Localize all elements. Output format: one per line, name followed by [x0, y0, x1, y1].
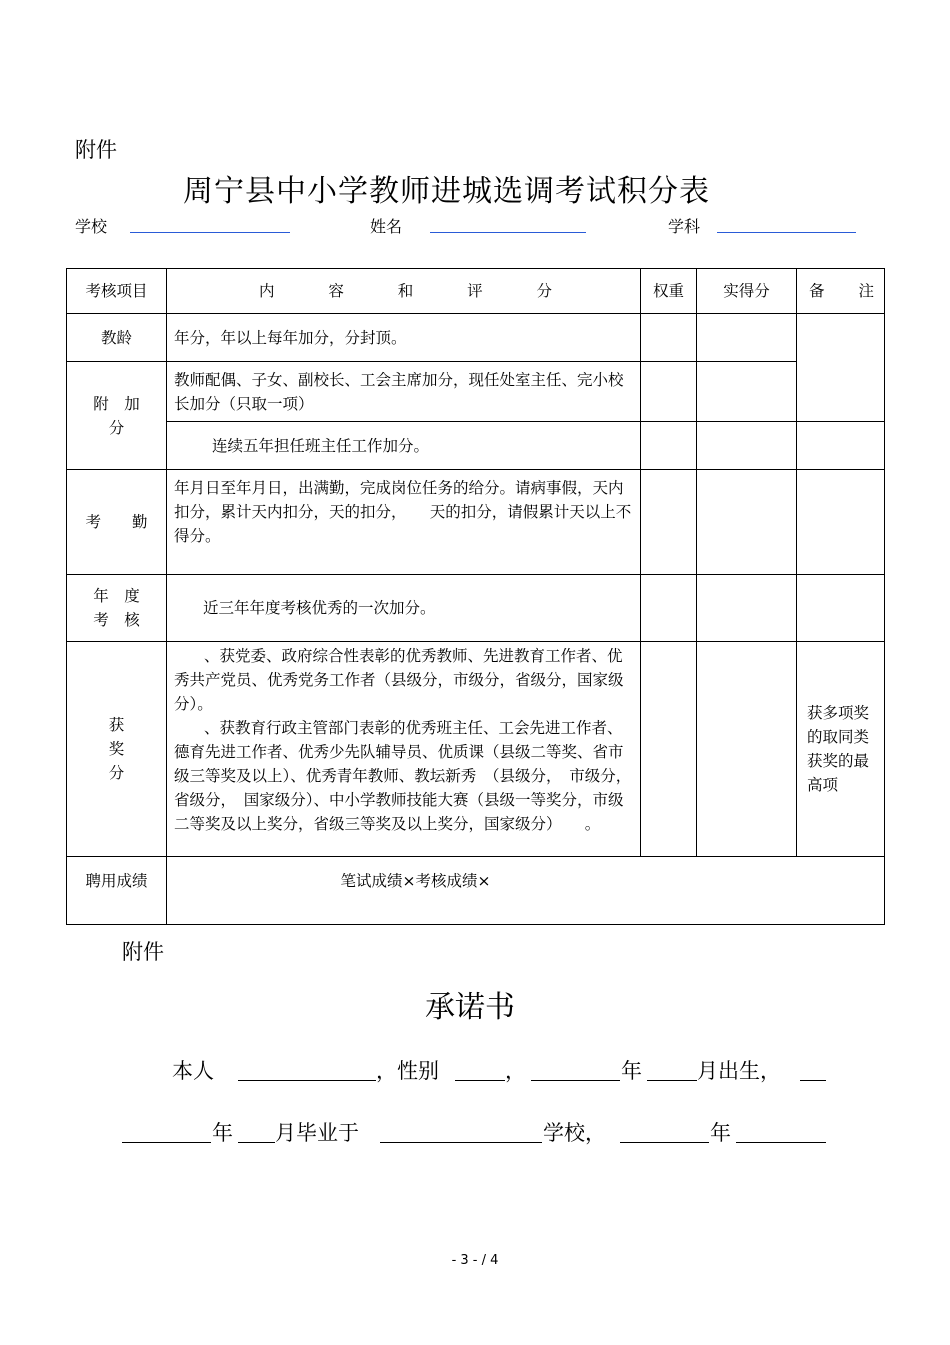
attendance-remark-cell[interactable]: [797, 470, 885, 575]
bonus-label-bottom: 分: [108, 418, 125, 437]
pledge-text: 月出生，: [697, 1059, 781, 1083]
pledge-text: ，性别: [376, 1059, 439, 1083]
pledge-text: 年: [710, 1121, 731, 1145]
attachment-label-2: 附件: [122, 940, 164, 964]
header-content-char: 内: [259, 282, 275, 300]
bonus-weight-cell-2[interactable]: [641, 422, 697, 470]
header-content-char: 容: [328, 282, 344, 300]
subject-underline[interactable]: [717, 232, 856, 233]
pledge-text: 本人: [172, 1059, 214, 1083]
attendance-score-cell[interactable]: [697, 470, 797, 575]
seniority-label: 教龄: [67, 314, 167, 362]
award-label-char: 奖: [108, 740, 125, 758]
header-content-char: 和: [397, 282, 414, 300]
award-label-char: 分: [108, 764, 125, 782]
page-title: 周宁县中小学教师进城选调考试积分表: [183, 174, 710, 209]
header-content-char: 分: [536, 282, 552, 300]
award-content: [167, 642, 641, 857]
annual-label-top: 年 度: [93, 587, 140, 605]
score-table: [66, 268, 885, 925]
bonus-content-2: 连续五年担任班主任工作加分。: [167, 422, 641, 470]
header-remark-char: 注: [858, 282, 874, 300]
hire-label: 聘用成绩: [67, 857, 167, 925]
annual-remark-cell[interactable]: [797, 575, 885, 642]
header-content: [167, 269, 641, 314]
table-row-hire: [67, 857, 885, 925]
pledge-year-blank[interactable]: [620, 1142, 709, 1143]
attendance-content: 年月日至年月日，出满勤，完成岗位任务的给分。请病事假，天内扣分，累计天内扣分，天的扣分， 天的扣分，请假累计天以上不得分。: [167, 470, 641, 575]
school-underline[interactable]: [130, 232, 290, 233]
pledge-text: 学校，: [543, 1121, 606, 1145]
bonus-label: [67, 362, 167, 470]
table-row-bonus-2: [67, 422, 885, 470]
bonus-score-cell-2[interactable]: [697, 422, 797, 470]
bonus-weight-cell-1[interactable]: [641, 362, 697, 422]
bonus-label-top: 附 加: [93, 394, 140, 413]
table-row-bonus-1: [67, 362, 885, 422]
hire-content: 笔试成绩×考核成绩×: [167, 857, 885, 925]
pledge-name-blank[interactable]: [238, 1080, 376, 1081]
school-label: 学校: [75, 217, 108, 236]
bonus-content-1: 教师配偶、子女、副校长、工会主席加分，现任处室主任、完小校长加分（只取一项）: [167, 362, 641, 422]
name-label: 姓名: [370, 217, 403, 236]
table-row-attendance: [67, 470, 885, 575]
pledge-birth-month-blank[interactable]: [647, 1080, 697, 1081]
attendance-weight-cell[interactable]: [641, 470, 697, 575]
pledge-text: 年: [212, 1121, 233, 1145]
pledge-grad-month-blank[interactable]: [238, 1142, 275, 1143]
header-weight: 权重: [641, 269, 697, 314]
pledge-school-blank[interactable]: [380, 1142, 542, 1143]
pledge-blank[interactable]: [736, 1142, 826, 1143]
pledge-text: ，: [505, 1059, 526, 1083]
attachment-label: 附件: [75, 138, 117, 162]
attendance-label: 考 勤: [67, 470, 167, 575]
annual-content: 近三年年度考核优秀的一次加分。: [167, 575, 641, 642]
header-remark: [797, 269, 885, 314]
pledge-blank[interactable]: [800, 1080, 826, 1081]
pledge-gender-blank[interactable]: [455, 1080, 505, 1081]
annual-label: [67, 575, 167, 642]
award-score-cell[interactable]: [697, 642, 797, 857]
page-number: - 3 - / 4: [451, 1253, 499, 1268]
remark-cell-top[interactable]: [797, 314, 885, 422]
seniority-content: 年分，年以上每年加分，分封顶。: [167, 314, 641, 362]
subject-label: 学科: [668, 217, 701, 236]
header-item: 考核项目: [67, 269, 167, 314]
seniority-score-cell[interactable]: [697, 314, 797, 362]
pledge-text: 月毕业于: [275, 1121, 359, 1145]
header-content-char: 评: [467, 282, 483, 300]
award-paragraph-2: 、获教育行政主管部门表彰的优秀班主任、工会先进工作者、德育先进工作者、优秀少先队辅导员、优质课（县级二等奖、省市级三等奖及以上）、优秀青年教师、教坛新秀 （县级分， 市级分， 省级分， 国家级分）、中小学教师技能大赛（县级一等奖分，市级二等奖及以上奖分，省级三等奖及以上奖分，国家级分） 。: [174, 719, 640, 833]
table-row-award: [67, 642, 885, 857]
header-remark-char: 备: [809, 282, 825, 300]
pledge-grad-year-blank[interactable]: [122, 1142, 211, 1143]
table-row-seniority: [67, 314, 885, 362]
pledge-birth-year-blank[interactable]: [531, 1080, 620, 1081]
award-weight-cell[interactable]: [641, 642, 697, 857]
table-header-row: [67, 269, 885, 314]
header-score: 实得分: [697, 269, 797, 314]
award-remark: 获多项奖的取同类获奖的最高项: [797, 642, 885, 857]
annual-label-bottom: 考 核: [93, 611, 140, 629]
bonus-remark-cell[interactable]: [797, 422, 885, 470]
annual-weight-cell[interactable]: [641, 575, 697, 642]
pledge-text: 年: [621, 1059, 642, 1083]
name-underline[interactable]: [430, 232, 586, 233]
seniority-weight-cell[interactable]: [641, 314, 697, 362]
table-row-annual: [67, 575, 885, 642]
bonus-score-cell-1[interactable]: [697, 362, 797, 422]
annual-score-cell[interactable]: [697, 575, 797, 642]
award-paragraph-1: 、获党委、政府综合性表彰的优秀教师、先进教育工作者、优秀共产党员、优秀党务工作者（县级分，市级分，省级分，国家级分）。: [174, 647, 624, 713]
pledge-title: 承诺书: [425, 990, 515, 1025]
award-label: [67, 642, 167, 857]
award-label-char: 获: [108, 716, 125, 734]
